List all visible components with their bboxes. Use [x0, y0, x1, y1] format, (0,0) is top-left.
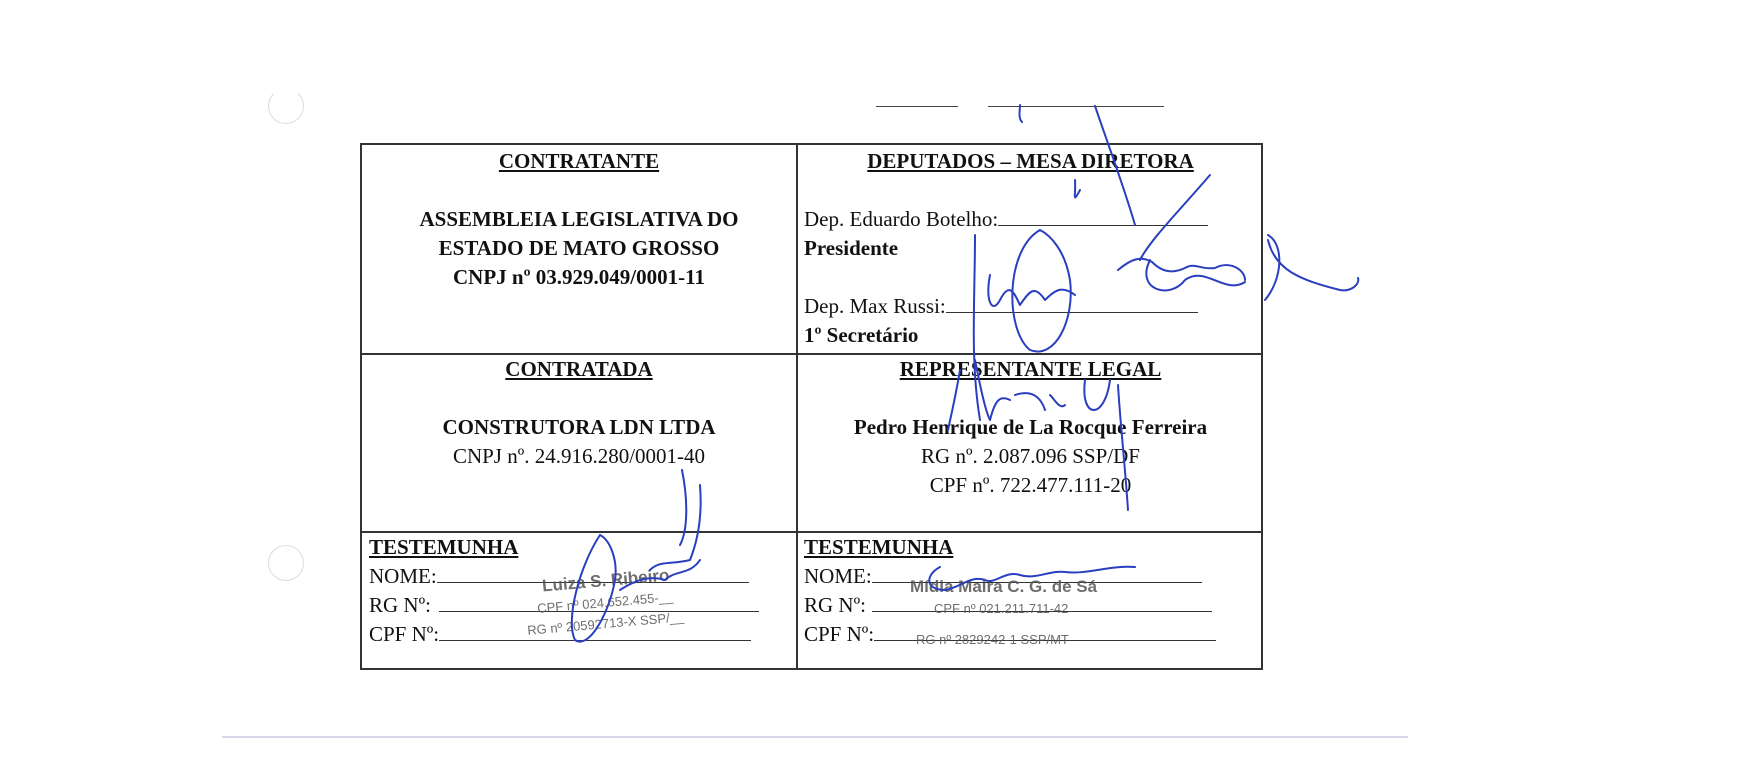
testemunha1-cpf-label: CPF Nº:	[369, 622, 440, 646]
testemunha1-heading: TESTEMUNHA	[369, 535, 519, 559]
contratante-line2: ESTADO DE MATO GROSSO	[438, 236, 720, 260]
contratada-name: CONSTRUTORA LDN LTDA	[442, 415, 716, 439]
testemunha2-rg-label: RG Nº:	[804, 593, 866, 617]
testemunha2-heading: TESTEMUNHA	[804, 535, 954, 559]
deputados-cell	[798, 145, 1263, 353]
testemunha1-cell	[362, 533, 796, 670]
top-rule-left	[876, 106, 958, 107]
testemunha2-cell	[798, 533, 1263, 670]
representante-cpf: CPF nº. 722.477.111-20	[929, 473, 1132, 497]
testemunha2-cpf-label: CPF Nº:	[804, 622, 875, 646]
deputados-heading: DEPUTADOS – MESA DIRETORA	[867, 149, 1194, 173]
testemunha2-stamp-rg: RG nº 2829242-1 SSP/MT	[916, 632, 1069, 647]
contratante-heading: CONTRATANTE	[498, 149, 660, 173]
punch-hole-middle	[268, 545, 304, 581]
testemunha2-stamp-cpf: CPF nº 021.211.711-42	[934, 601, 1069, 616]
contratante-cell	[362, 145, 796, 353]
contratante-cnpj: CNPJ nº 03.929.049/0001-11	[453, 265, 705, 289]
punch-hole-top	[268, 88, 304, 124]
signature-table	[360, 143, 1263, 670]
representante-name: Pedro Henrique de La Rocque Ferreira	[853, 415, 1208, 439]
dep2-role: 1º Secretário	[804, 323, 919, 347]
representante-rg: RG nº. 2.087.096 SSP/DF	[921, 444, 1140, 468]
dep2-name: Dep. Max Russi:	[804, 294, 946, 318]
top-rule-right	[988, 106, 1164, 107]
dep1-signature-line	[998, 207, 1208, 226]
contratada-cell	[362, 355, 796, 531]
dep2-row	[804, 292, 1263, 321]
dep1-name: Dep. Eduardo Botelho:	[804, 207, 999, 231]
testemunha1-nome-label: NOME:	[369, 564, 437, 588]
contratada-heading: CONTRATADA	[505, 357, 653, 381]
dep2-signature-line	[946, 294, 1198, 313]
contratada-cnpj: CNPJ nº. 24.916.280/0001-40	[452, 444, 706, 468]
testemunha1-rg-label: RG Nº:	[369, 593, 431, 617]
dep1-role: Presidente	[804, 236, 899, 260]
testemunha2-nome-label: NOME:	[804, 564, 872, 588]
representante-cell	[798, 355, 1263, 531]
testemunha2-stamp-name: Mídia Maira C. G. de Sá	[910, 577, 1098, 596]
page-bottom-rule	[222, 736, 1408, 738]
representante-heading: REPRESENTANTE LEGAL	[899, 357, 1162, 381]
dep1-row	[804, 205, 1263, 234]
testemunha1-stamp-rg: RG nº 20592713-X SSP/__	[526, 609, 685, 638]
contratante-line1: ASSEMBLEIA LEGISLATIVA DO	[419, 207, 739, 231]
testemunha1-stamp-name: Luiza S. Ribeiro	[541, 565, 671, 596]
testemunha1-stamp-cpf: CPF nº 024.652.455-__	[536, 589, 674, 616]
